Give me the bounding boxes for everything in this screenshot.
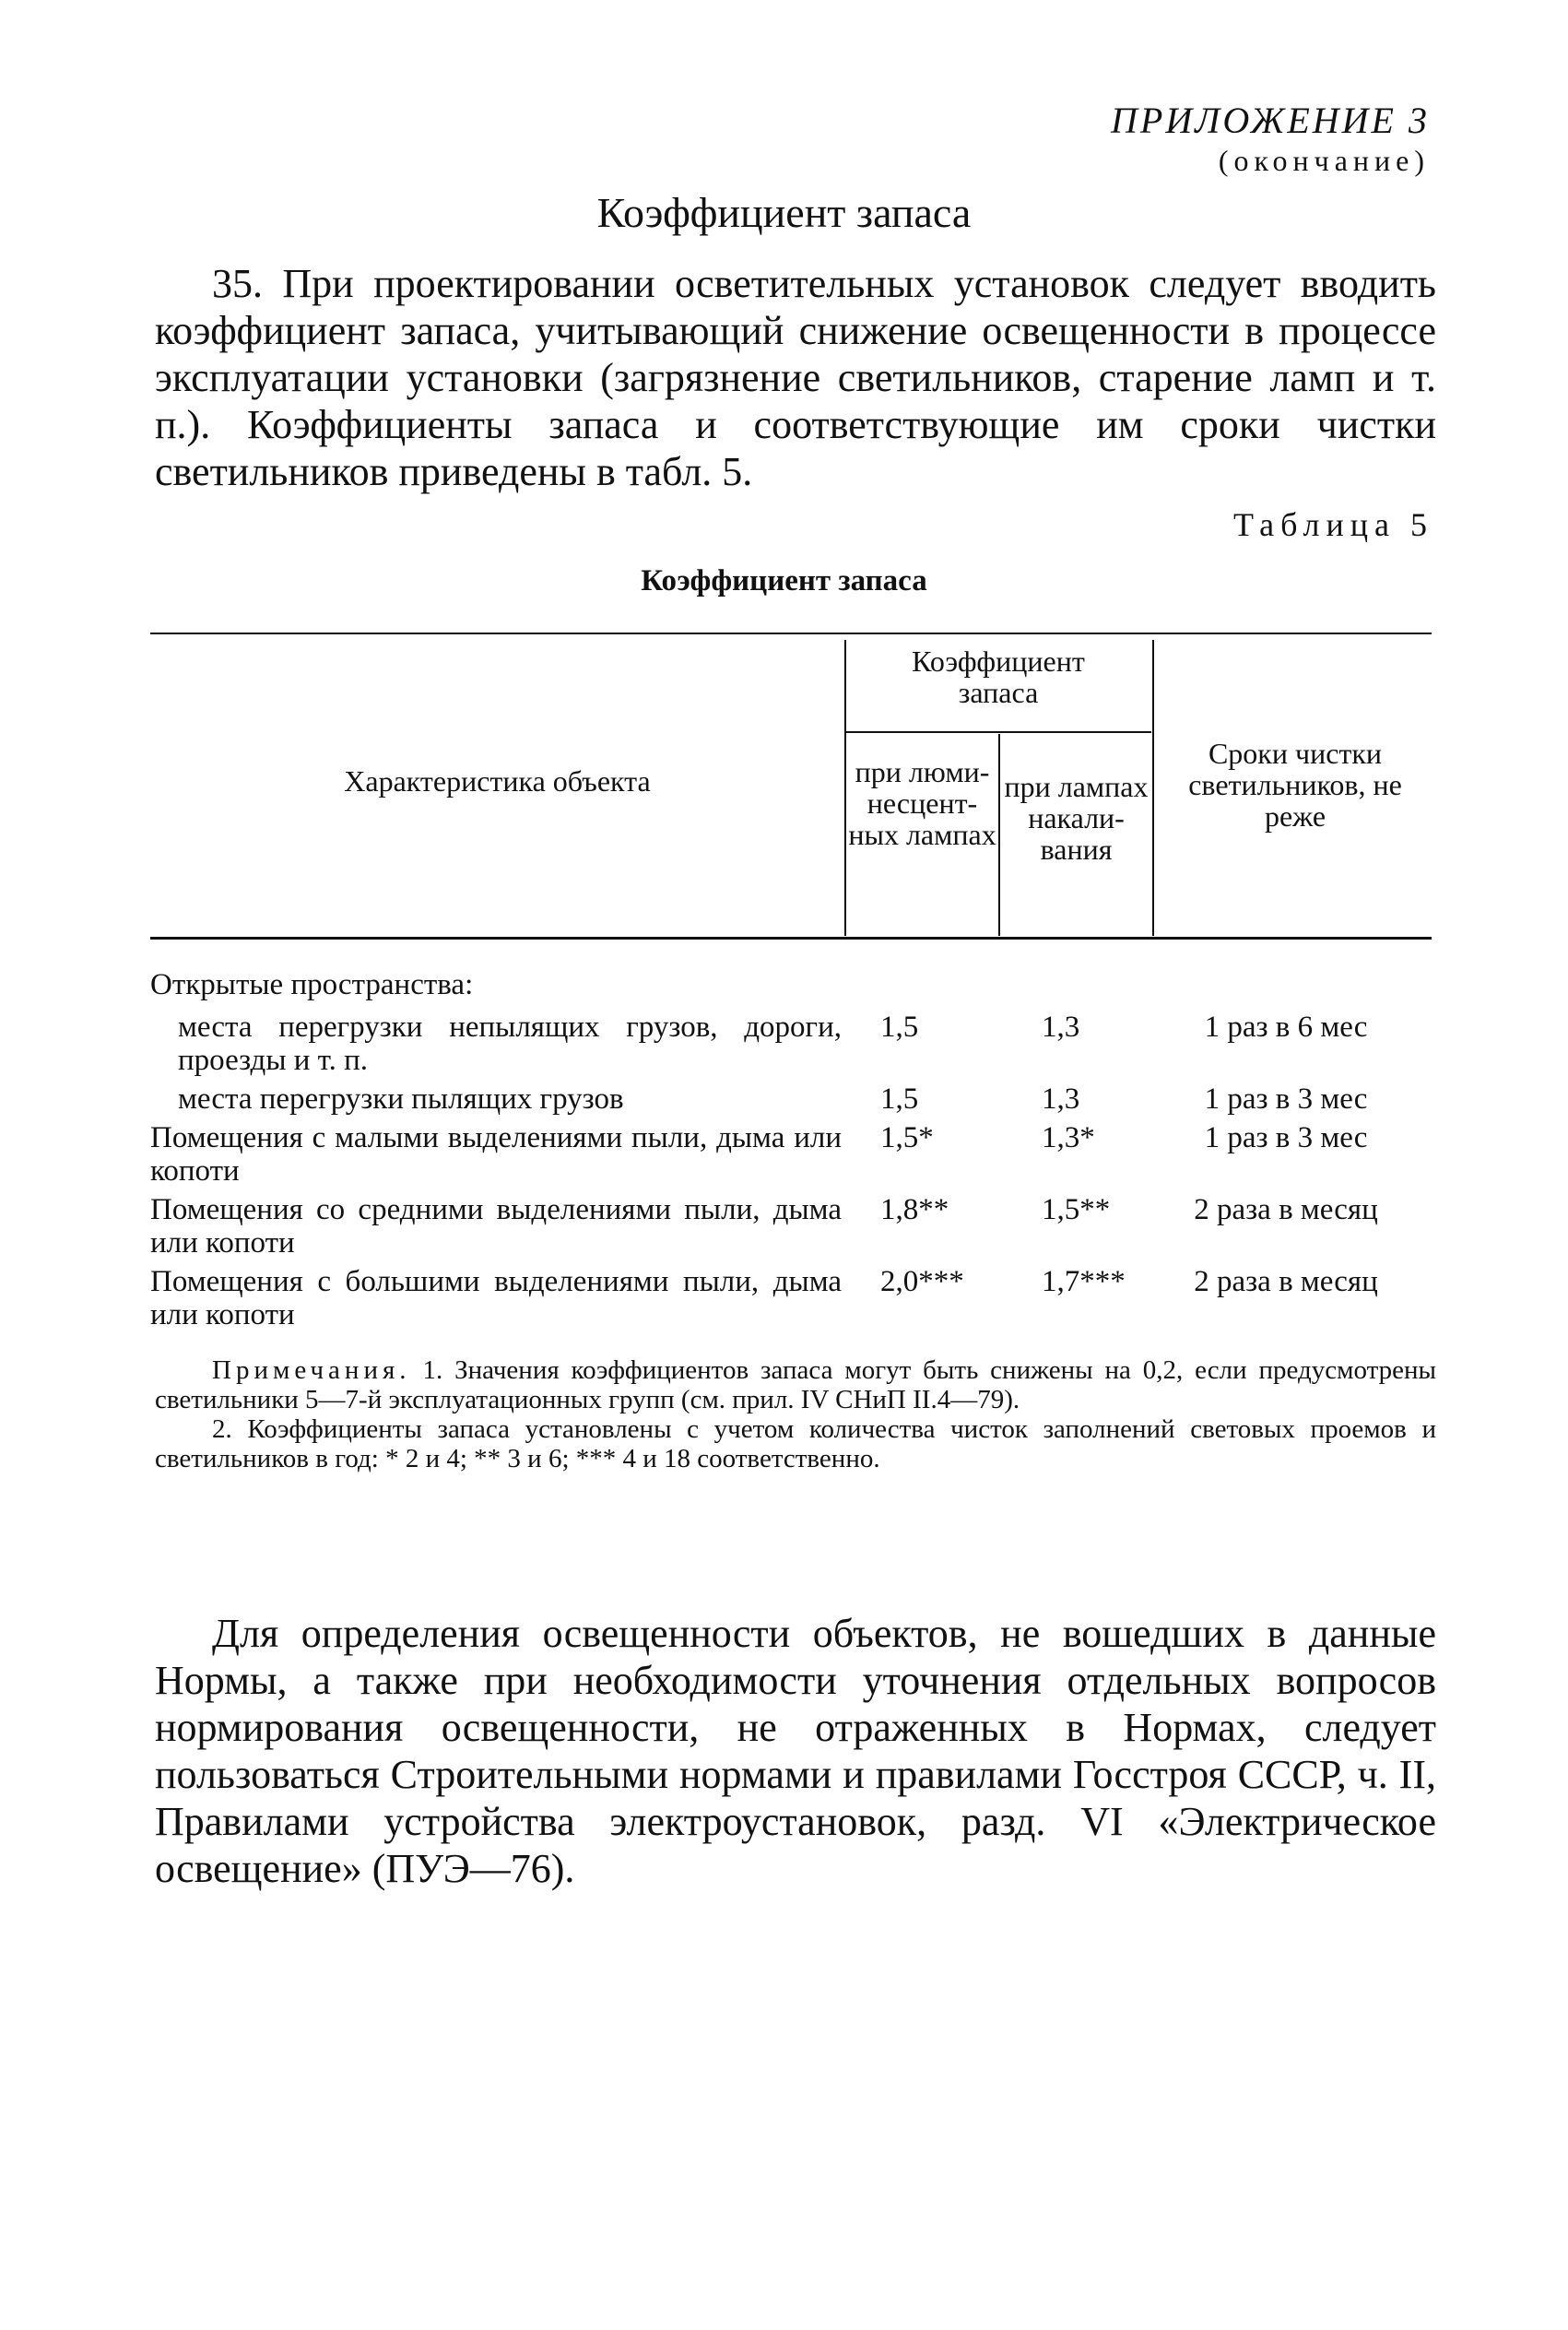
table-notes: [155, 1355, 1436, 1473]
header-incandescent: при лампах накали-вания: [1004, 770, 1149, 866]
row-cleaning: 2 раза в месяц: [1194, 1193, 1378, 1226]
table-top-rule: [150, 633, 1432, 634]
row-cleaning: 1 раз в 6 мес: [1204, 1011, 1368, 1044]
appendix-label: ПРИЛОЖЕНИЕ 3: [1111, 100, 1430, 141]
closing-paragraph: [155, 1610, 1436, 1892]
header-cleaning: Сроки чистки светильников, не реже: [1188, 737, 1402, 833]
closing-paragraph-text: Для определения освещенности объектов, не вошедших в данные Нормы, а также при необходимости уточнения отдельных вопросов нормирования освещенности, не отраженных в Нормах, следует пользоваться Строительными нормами и правилами Госстроя СССР, ч. II, Правилами устройства электроустановок, разд. VI «Электрическое освещение» (ПУЭ—76).: [155, 1611, 1436, 1891]
col-divider-3: [1152, 640, 1154, 936]
row-incandescent: 1,3*: [1042, 1121, 1095, 1154]
row-characteristic: места перегрузки непылящих грузов, дороги, проезды и т. п.: [178, 1011, 842, 1077]
row-incandescent: 1,3: [1042, 1011, 1080, 1044]
table-label: Таблица 5: [1233, 506, 1433, 543]
appendix-continuation: (окончание): [1218, 144, 1430, 177]
section-title: Коэффициент запаса: [596, 189, 972, 236]
appendix-header: [1111, 100, 1430, 179]
header-fluorescent: при люми-несцент-ных лампах: [848, 755, 996, 851]
row-cleaning: 1 раз в 3 мес: [1204, 1121, 1368, 1154]
table-header-bottom-rule: [150, 937, 1432, 940]
notes-label: Примечания.: [212, 1355, 411, 1385]
row-cleaning: 2 раза в месяц: [1194, 1265, 1378, 1298]
row-cleaning: 1 раз в 3 мес: [1204, 1082, 1368, 1116]
row-incandescent: 1,7***: [1042, 1265, 1126, 1298]
row-characteristic: Помещения с малыми выделениями пыли, дыма или копоти: [150, 1121, 842, 1188]
note-2: 2. Коэффициенты запаса установлены с учетом количества чисток заполнений световых проемов и светильников в год: * 2 и 4; ** 3 и 6; *** 4 и 18 соответственно.: [155, 1414, 1436, 1473]
row-fluorescent: 1,5: [880, 1082, 919, 1116]
paragraph-35-text: 35. При проектировании осветительных установок следует вводить коэффициент запаса, учитывающий снижение освещенности в процессе эксплуатации установки (загрязнение светильников, старение ламп и т. п.). Коэффициенты запаса и соответствующие им сроки чистки светильников приведены в табл. 5.: [155, 261, 1436, 494]
row-incandescent: 1,3: [1042, 1082, 1080, 1116]
group-label-open-spaces: Открытые пространства:: [150, 968, 474, 1001]
note-1: 1. Значения коэффициентов запаса могут быть снижены на 0,2, если предусмотрены светильники 5—7-й эксплуатационных групп (см. прил. IV СНиП II.4—79).: [155, 1355, 1436, 1414]
paragraph-35: [155, 260, 1436, 495]
coef-group-rule: [845, 731, 1151, 733]
row-fluorescent: 1,8**: [880, 1193, 949, 1226]
header-characteristic: Характеристика объекта: [344, 764, 651, 798]
row-fluorescent: 2,0***: [880, 1265, 964, 1298]
row-fluorescent: 1,5*: [880, 1121, 934, 1154]
table-title: Коэффициент запаса: [641, 564, 927, 597]
row-characteristic: Помещения с большими выделениями пыли, дыма или копоти: [150, 1265, 842, 1331]
header-coef-group: Коэффициент запаса: [912, 645, 1085, 709]
row-characteristic: Помещения со средними выделениями пыли, дыма или копоти: [150, 1193, 842, 1260]
row-incandescent: 1,5**: [1042, 1193, 1111, 1226]
row-fluorescent: 1,5: [880, 1011, 919, 1044]
row-characteristic: места перегрузки пылящих грузов: [178, 1082, 624, 1116]
